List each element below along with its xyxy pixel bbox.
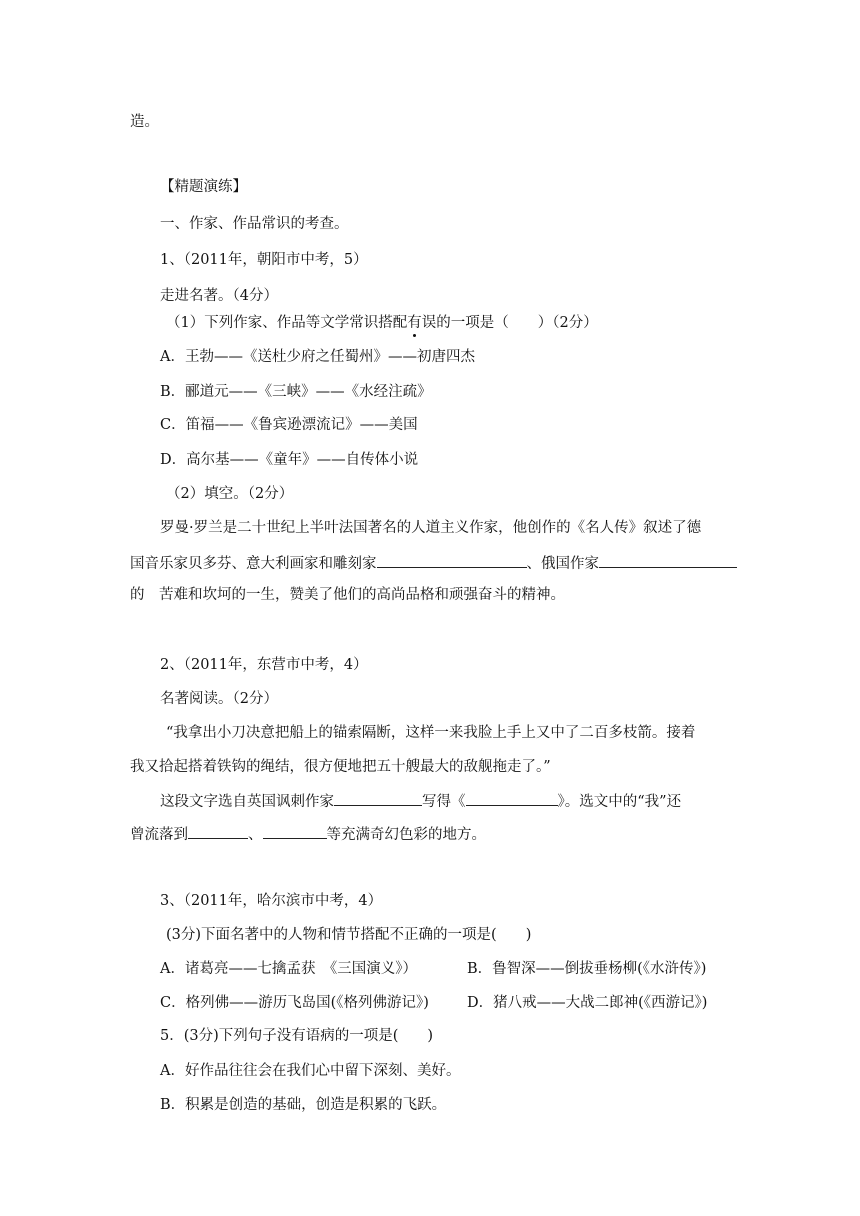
q1-option-d: D．高尔基——《童年》——自传体小说 [160,452,419,468]
q3-options-row1 [160,959,417,979]
paragraph-line2-text-b: 、俄国作家 [526,556,599,572]
q1-sub1-prefix: （1）下列作家、作品等文学常识搭配 [166,315,408,331]
q2-header: 2、（2011年，东营市中考，4） [160,657,368,673]
q2-question-line2 [130,823,486,845]
q1-sub1-suffix: 的一项是（ ）（2分） [436,315,598,331]
q2-question-line1 [160,790,681,812]
answer-blank-italian-artist[interactable] [377,552,527,568]
q1-sub1-question [166,313,598,333]
q2-line1-text-a: 这段文字选自英国讽刺作家 [160,794,334,810]
part-one-title: 一、作家、作品常识的考查。 [160,216,349,232]
q1-sub2-label: （2）填空。（2分） [166,486,294,502]
answer-blank-book-title[interactable] [466,790,558,806]
emphasis-char-2: 误 [421,315,437,331]
answer-blank-russian-writer[interactable] [599,552,737,568]
emphasis-char-1: 有 [407,315,422,331]
answer-blank-author[interactable] [334,790,422,806]
q3-option-c: C．格列佛——游历飞岛国(《格列佛游记》) [160,995,429,1011]
q1-paragraph-line1: 罗曼·罗兰是二十世纪上半叶法国著名的人道主义作家，他创作的《名人传》叙述了德 [160,520,702,536]
q3-sub-question: (3分)下面名著中的人物和情节搭配不正确的一项是( ) [166,927,532,943]
q3-option-a: A．诸葛亮——七擒孟获 《三国演义》） [160,961,417,977]
q1-header: 1、（2011年，朝阳市中考，5） [160,252,368,268]
answer-blank-place-1[interactable] [188,823,248,839]
paragraph-line2-text-a: 国音乐家贝多芬、意大利画家和雕刻家 [130,556,377,572]
answer-blank-place-2[interactable] [263,823,327,839]
q1-paragraph-line2 [130,552,737,574]
q5-question: 5．(3分)下列句子没有语病的一项是( ) [160,1028,434,1044]
q1-option-c: C．笛福——《鲁宾逊漂流记》——美国 [160,417,418,433]
q2-line1-text-c: 》。选文中的“我”还 [557,794,682,810]
q5-option-a: A．好作品往往会在我们心中留下深刻、美好。 [160,1063,461,1079]
q1-intro: 走进名著。（4分） [160,288,278,304]
q2-line2-text-a: 曾流落到 [130,827,188,843]
q2-line2-text-b: 、 [248,827,263,843]
q2-intro: 名著阅读。（2分） [160,691,278,707]
continued-text-fragment: 造。 [130,114,159,130]
q3-option-d: D．猪八戒——大战二郎神(《西游记》) [467,995,708,1011]
q2-quote-line2: 我又拾起搭着铁钩的绳结，很方便地把五十艘最大的敌舰拖走了。” [130,759,551,775]
q3-option-b: B．鲁智深——倒拔垂杨柳(《水浒传》) [467,961,707,977]
q3-header: 3、（2011年，哈尔滨市中考，4） [160,893,383,909]
q2-quote-line1: “我拿出小刀决意把船上的锚索隔断，这样一来我脸上手上又中了二百多枝箭。接着 [166,725,696,741]
q2-line2-text-c: 等充满奇幻色彩的地方。 [326,827,486,843]
q1-paragraph-line3: 的 苦难和坎坷的一生，赞美了他们的高尚品格和顽强奋斗的精神。 [130,587,565,603]
section-title: 【精题演练】 [160,179,247,195]
q5-option-b: B．积累是创造的基础，创造是积累的飞跃。 [160,1097,447,1113]
q2-line1-text-b: 写得《 [422,794,466,810]
q1-option-b: B．郦道元——《三峡》——《水经注疏》 [160,384,432,400]
q1-option-a: A．王勃——《送杜少府之任蜀州》——初唐四杰 [160,349,475,365]
